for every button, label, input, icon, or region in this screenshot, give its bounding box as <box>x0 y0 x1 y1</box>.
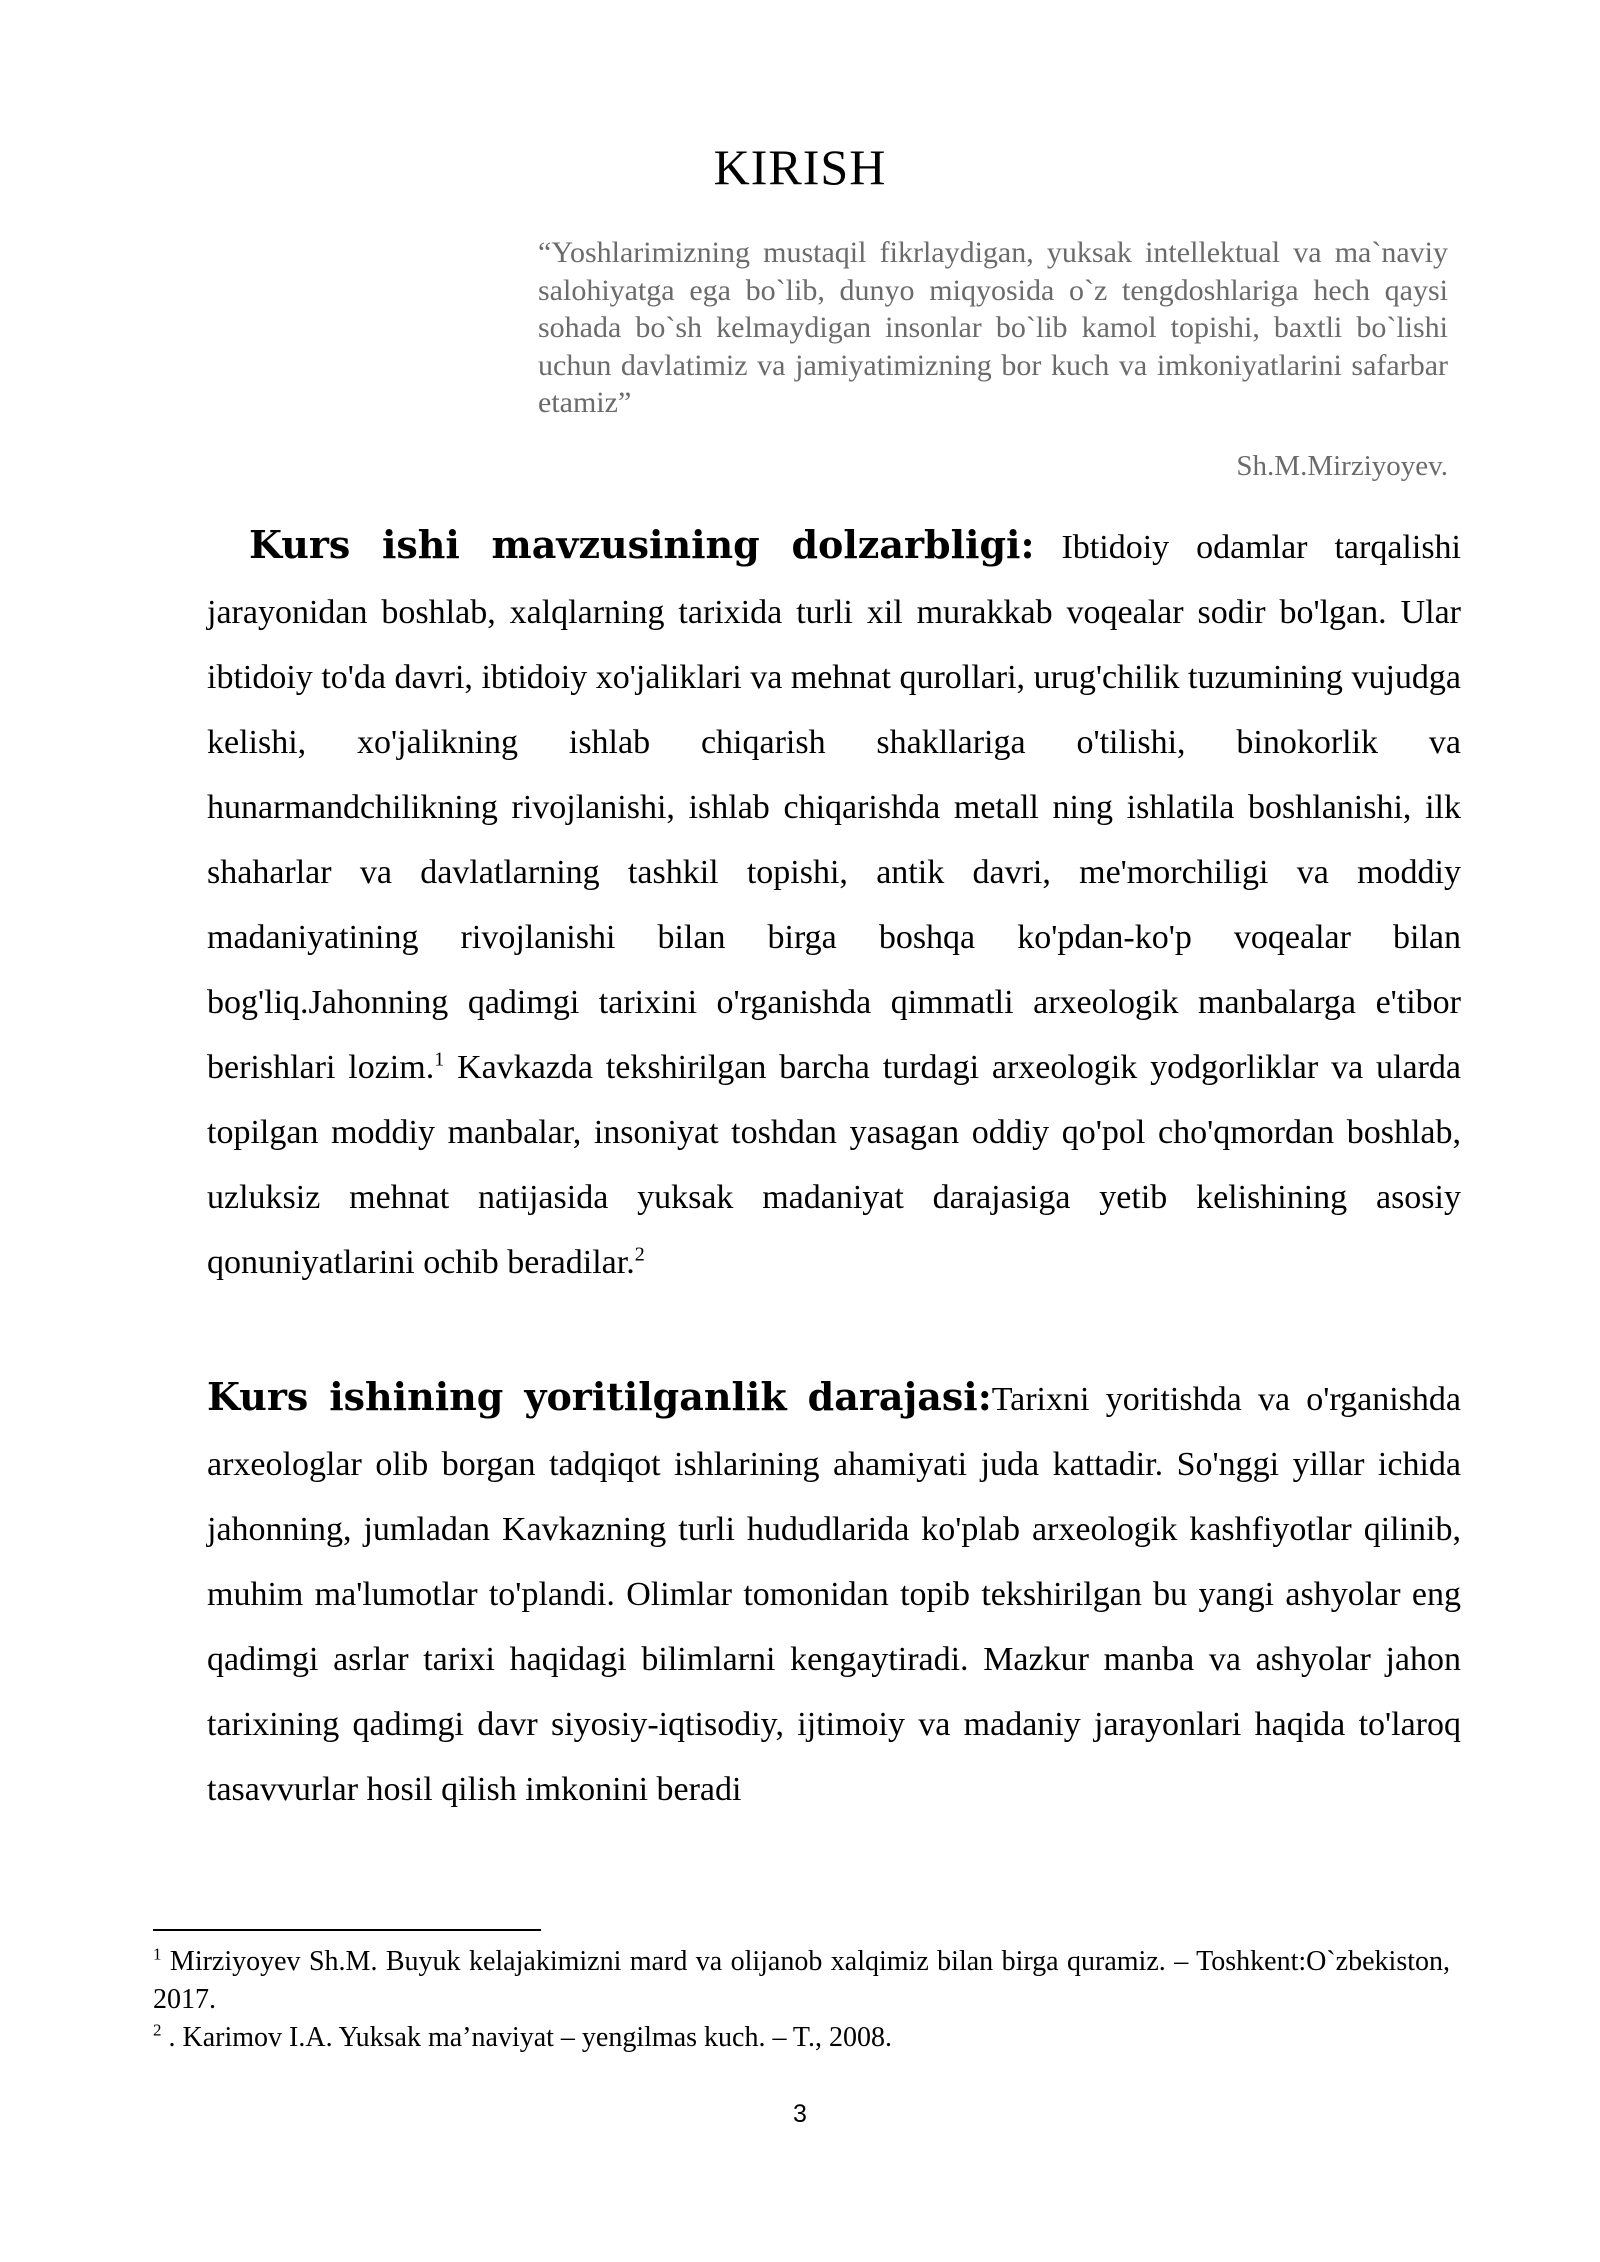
relevance-heading: Kurs ishi mavzusining dolzarbligi: <box>249 522 1035 567</box>
relevance-text-part-1: Ibtidoiy odamlar tarqalishi jarayonidan boshlab, xalqlarning tarixida turli xil murakkab voqealar sodir bo'lgan. Ular ibtidoiy to'da davri, ibtidoiy xo'jaliklari va mehnat qurollari, urug'chilik tuzumining vujudga kelishi, xo'jalikning ishlab chiqarish shakllariga o'tilishi, binokorlik va hunarmandchilikning rivojlanishi, ishlab chiqarishda metall ning ishlatila boshlanishi, ilk shaharlar va davlatlarning tashkil topishi, antik davri, me'morchiligi va moddiy madaniyatining rivojlanishi bilan birga boshqa ko'pdan-ko'p voqealar bilan bog'liq.Jahonning qadimgi tarixini o'rganishda qimmatli arxeologik manbalarga e'tibor berishlari lozim. <box>207 529 1461 1086</box>
footnotes <box>153 1943 1450 2057</box>
page-number: 3 <box>793 2100 807 2128</box>
coverage-heading: Kurs ishining yoritilganlik darajasi: <box>207 1374 992 1419</box>
relevance-paragraph <box>207 512 1461 1295</box>
footnote-separator <box>153 1929 541 1931</box>
relevance-text-part-2: Kavkazda tekshirilgan barcha turdagi arxeologik yodgorliklar va ularda topilgan moddiy manbalar, insoniyat toshdan yasagan oddiy qo'pol cho'qmordan boshlab, uzluksiz mehnat natijasida yuksak madaniyat darajasiga yetib kelishining asosiy qonuniyatlarini ochib beradilar. <box>207 1049 1461 1281</box>
footnote-ref-2: 2 <box>634 1243 645 1266</box>
coverage-paragraph <box>207 1364 1461 1822</box>
footnote-2-text: . Karimov I.A. Yuksak ma’naviyat – yengilmas kuch. – T., 2008. <box>161 2022 892 2053</box>
footnote-2 <box>153 2019 1450 2057</box>
footnote-1 <box>153 1943 1450 2019</box>
footnote-1-mark: 1 <box>153 1944 162 1964</box>
epigraph-author: Sh.M.Mirziyoyev. <box>1236 450 1448 482</box>
footnote-1-text: Mirziyoyev Sh.M. Buyuk kelajakimizni mard va olijanob xalqimiz bilan birga quramiz. – Toshkent:O`zbekiston, 2017. <box>153 1946 1450 2015</box>
page-title: KIRISH <box>713 139 887 195</box>
footnote-ref-1: 1 <box>434 1048 445 1071</box>
coverage-text: Tarixni yoritishda va o'rganishda arxeologlar olib borgan tadqiqot ishlarining ahamiyati juda kattadir. So'nggi yillar ichida jahonning, jumladan Kavkazning turli hududlarida ko'plab arxeologik kashfiyotlar qilinib, muhim ma'lumotlar to'plandi. Olimlar tomonidan topib tekshirilgan bu yangi ashyolar eng qadimgi asrlar tarixi haqidagi bilimlarni kengaytiradi. Mazkur manba va ashyolar jahon tarixining qadimgi davr siyosiy-iqtisodiy, ijtimoiy va madaniy jarayonlari haqida to'laroq tasavvurlar hosil qilish imkonini beradi <box>207 1381 1461 1808</box>
footnote-2-mark: 2 <box>153 2020 162 2040</box>
epigraph-quote: “Yoshlarimizning mustaqil fikrlaydigan, yuksak intellektual va ma`naviy salohiyatga ega bo`lib, dunyo miqyosida o`z tengdoshlariga hech qaysi sohada bo`sh kelmaydigan insonlar bo`lib kamol topishi, baxtli bo`lishi uchun davlatimiz va jamiyatimizning bor kuch va imkoniyatlarini safarbar etamiz” <box>538 236 1448 419</box>
